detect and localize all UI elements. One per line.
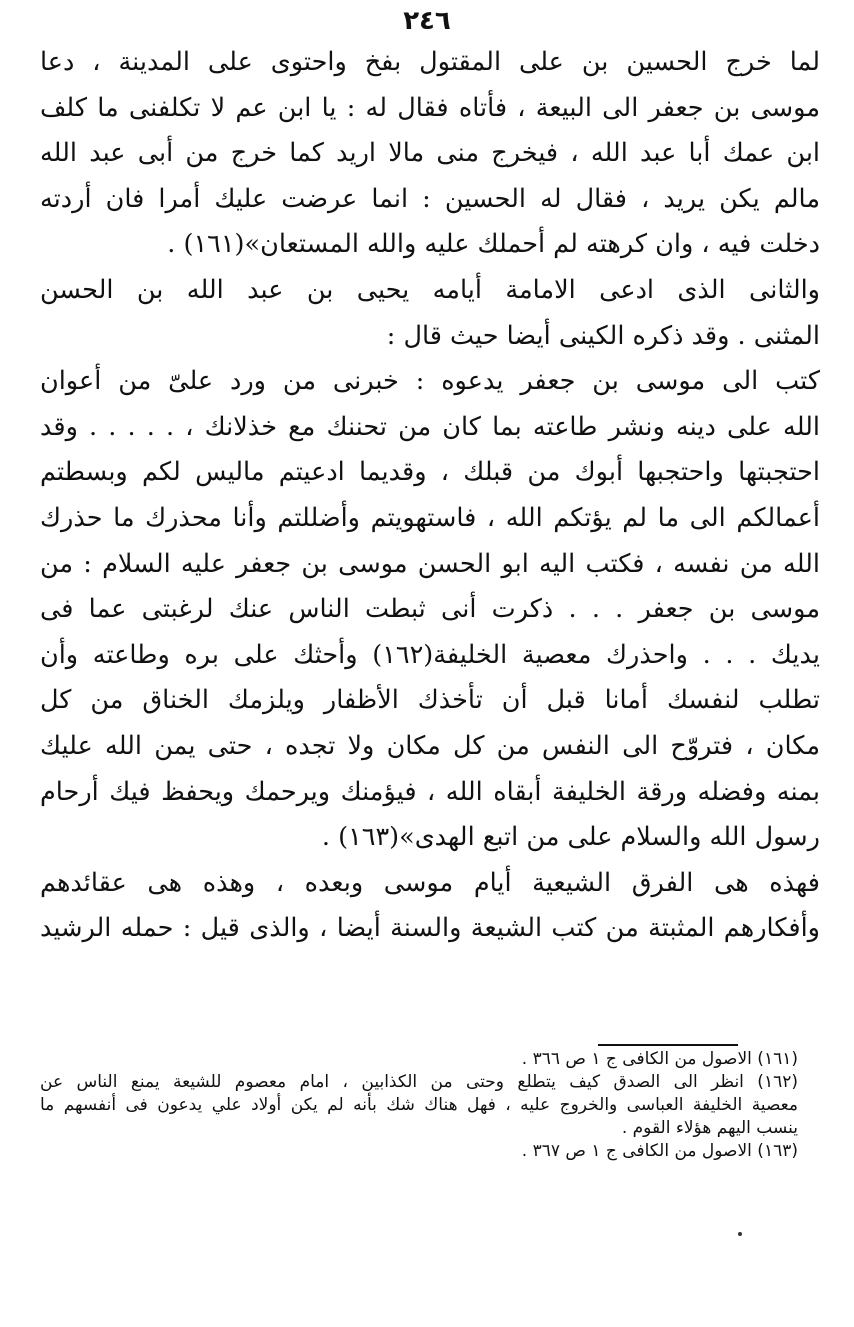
text-line: لما خرج الحسين بن على المقتول بفخ واحتوى على المدينة ، دعا <box>40 47 820 77</box>
footnote-162-cont: معصية الخليفة العباسى والخروج عليه ، فهل هناك شك بأنه لم يكن أولاد علي يدعون فى أنفسهم ما <box>40 1095 798 1115</box>
text-line: موسى بن جعفر . . . ذكرت أنى ثبطت الناس عنك لرغبتى عما فى <box>40 594 820 625</box>
text-line: موسى بن جعفر الى البيعة ، فأتاه فقال له : يا ابن عم لا تكلفنى ما كلف <box>40 92 820 123</box>
text-line: دخلت فيه ، وان كرهته لم أحملك عليه والله المستعان»(١٦١) . <box>167 229 820 260</box>
text-line: كتب الى موسى بن جعفر يدعوه : خبرنى من ورد علىّ من أعوان <box>40 366 820 397</box>
text-line: مكان ، فتروّح الى النفس من كل مكان ولا تجده ، حتى يمن الله عليك <box>40 730 820 761</box>
text-line: مالم يكن يريد ، فقال له الحسين : انما عرضت عليك أمرا فان أردته <box>40 183 820 214</box>
text-line: الله من نفسه ، فكتب اليه ابو الحسن موسى بن جعفر عليه السلام : من <box>40 548 820 579</box>
main-text <box>40 40 820 952</box>
text-line: المثنى . وقد ذكره الكينى أيضا حيث قال : <box>386 320 820 351</box>
footnote-separator <box>598 1044 738 1046</box>
scan-speck <box>738 1232 742 1236</box>
footnote-161: (١٦١) الاصول من الكافى ج ١ ص ٣٦٦ . <box>521 1049 798 1069</box>
text-line: احتجبتها واحتجبها أبوك من قبلك ، وقديما ادعيتم ماليس لكم وبسطتم <box>40 457 820 488</box>
footnote-163: (١٦٣) الاصول من الكافى ج ١ ص ٣٦٧ . <box>521 1141 798 1161</box>
text-line: أعمالكم الى ما لم يؤتكم الله ، فاستهويتم وأضللتم وأنا محذرك ما حذرك <box>40 502 820 533</box>
text-line: تطلب لنفسك أمانا قبل أن تأخذك الأظفار ويلزمك الخناق من كل <box>40 685 820 716</box>
footnotes <box>40 1048 798 1163</box>
text-line: والثانى الذى ادعى الامامة أيامه يحيى بن عبد الله بن الحسن <box>40 274 820 305</box>
text-line: وأفكارهم المثبتة من كتب الشيعة والسنة أيضا ، والذى قيل : حمله الرشيد <box>40 913 820 944</box>
text-line: فهذه هى الفرق الشيعية أيام موسى وبعده ، وهذه هى عقائدهم <box>40 867 820 898</box>
text-line: بمنه وفضله ورقة الخليفة أبقاه الله ، فيؤمنك ويرحمك ويحفظ فيك أرحام <box>40 776 820 807</box>
text-line: يديك . . . واحذرك معصية الخليفة(١٦٢) وأحثك على بره وطاعته وأن <box>40 639 820 670</box>
text-line: ابن عمك أبا عبد الله ، فيخرج منى مالا اريد كما خرج من أبى عبد الله <box>40 138 820 169</box>
footnote-162-end: ينسب اليهم هؤلاء القوم . <box>621 1118 798 1138</box>
text-line: الله على دينه ونشر طاعته بما كان من تحننك مع خذلانك ، . . . . . وقد <box>40 411 820 442</box>
text-line: رسول الله والسلام على من اتبع الهدى»(١٦٣) . <box>321 822 820 853</box>
footnote-162: (١٦٢) انظر الى الصدق كيف يتطلع وحتى من الكذابين ، امام معصوم للشيعة يمنع الناس عن <box>40 1072 798 1092</box>
page-number: ٢٤٦ <box>403 6 451 36</box>
